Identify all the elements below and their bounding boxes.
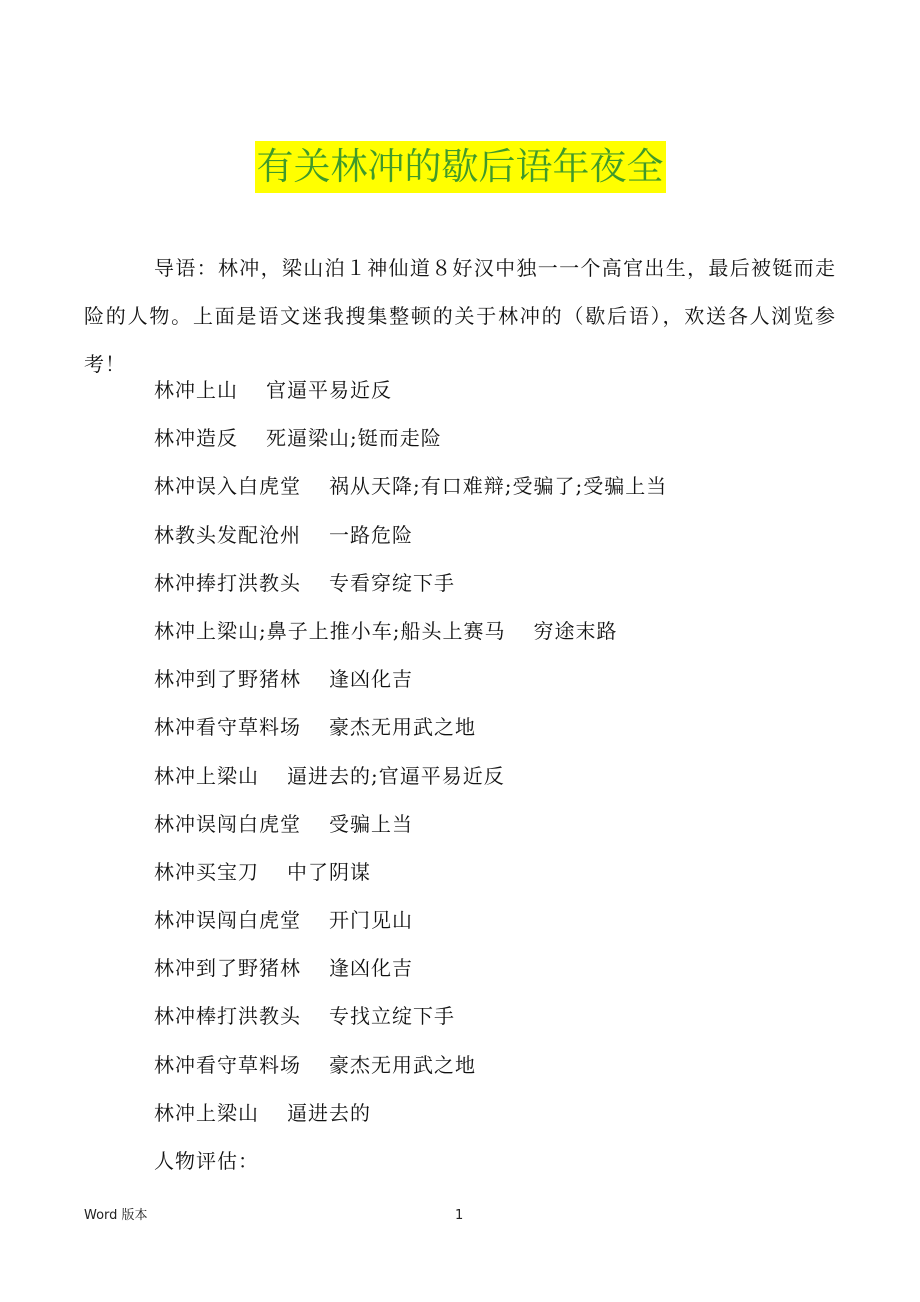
xiehouyu-back: 逢凶化吉 bbox=[329, 956, 413, 981]
xiehouyu-front: 林冲误闯白虎堂 bbox=[154, 811, 301, 836]
xiehouyu-item bbox=[154, 944, 667, 992]
xiehouyu-back: 专找立绽下手 bbox=[329, 1004, 455, 1029]
section-heading: 人物评估： bbox=[154, 1149, 259, 1173]
xiehouyu-back: 中了阴谋 bbox=[287, 859, 371, 884]
xiehouyu-front: 林冲到了野猪林 bbox=[154, 956, 301, 981]
xiehouyu-back: 逢凶化吉 bbox=[329, 667, 413, 692]
document-title: 有关林冲的歇后语年夜全 bbox=[255, 141, 666, 193]
xiehouyu-item bbox=[154, 607, 667, 655]
xiehouyu-back: 祸从天降;有口难辩;受骗了;受骗上当 bbox=[329, 474, 668, 499]
xiehouyu-front: 林冲棒打洪教头 bbox=[154, 1004, 301, 1029]
footer-version-label: Word 版本 bbox=[84, 1208, 148, 1223]
xiehouyu-item bbox=[154, 992, 667, 1040]
xiehouyu-back: 专看穿绽下手 bbox=[329, 570, 455, 595]
xiehouyu-item bbox=[154, 366, 667, 414]
xiehouyu-item bbox=[154, 703, 667, 751]
xiehouyu-front: 林冲误闯白虎堂 bbox=[154, 908, 301, 933]
xiehouyu-item bbox=[154, 1041, 667, 1089]
xiehouyu-item bbox=[154, 848, 667, 896]
xiehouyu-front: 林冲买宝刀 bbox=[154, 859, 259, 884]
xiehouyu-back: 受骗上当 bbox=[329, 811, 413, 836]
xiehouyu-front: 林冲到了野猪林 bbox=[154, 667, 301, 692]
xiehouyu-front: 林冲上山 bbox=[154, 378, 238, 402]
xiehouyu-item bbox=[154, 655, 667, 703]
xiehouyu-item bbox=[154, 559, 667, 607]
xiehouyu-front: 林冲上梁山;鼻子上推小车;船头上赛马 bbox=[154, 618, 506, 643]
xiehouyu-item bbox=[154, 414, 667, 462]
xiehouyu-item bbox=[154, 752, 667, 800]
xiehouyu-item bbox=[154, 1089, 667, 1137]
xiehouyu-front: 林教头发配沧州 bbox=[154, 522, 301, 547]
xiehouyu-back: 穷途末路 bbox=[533, 618, 618, 643]
xiehouyu-front: 林冲误入白虎堂 bbox=[154, 474, 301, 499]
xiehouyu-back: 官逼平易近反 bbox=[266, 378, 392, 402]
xiehouyu-front: 林冲看守草料场 bbox=[154, 1052, 301, 1077]
xiehouyu-front: 林冲造反 bbox=[154, 426, 238, 451]
xiehouyu-back: 一路危险 bbox=[329, 522, 413, 547]
xiehouyu-back: 豪杰无用武之地 bbox=[329, 1052, 476, 1077]
xiehouyu-back: 死逼梁山;铤而走险 bbox=[266, 426, 442, 451]
xiehouyu-item bbox=[154, 511, 667, 559]
xiehouyu-front: 林冲捧打洪教头 bbox=[154, 570, 301, 595]
xiehouyu-back: 开门见山 bbox=[329, 908, 413, 933]
xiehouyu-front: 林冲上梁山 bbox=[154, 1100, 259, 1125]
xiehouyu-back: 逼进去的;官逼平易近反 bbox=[287, 763, 505, 788]
xiehouyu-back: 逼进去的 bbox=[287, 1100, 371, 1125]
xiehouyu-front: 林冲看守草料场 bbox=[154, 715, 301, 740]
xiehouyu-item bbox=[154, 462, 667, 510]
xiehouyu-item bbox=[154, 896, 667, 944]
xiehouyu-front: 林冲上梁山 bbox=[154, 763, 259, 788]
xiehouyu-item bbox=[154, 800, 667, 848]
footer-page-number: 1 bbox=[455, 1208, 464, 1223]
xiehouyu-back: 豪杰无用武之地 bbox=[329, 715, 476, 740]
xiehouyu-list bbox=[154, 366, 667, 1185]
title-container bbox=[0, 141, 920, 193]
intro-paragraph: 导语：林冲，梁山泊１神仙道８好汉中独一一个高官出生，最后被铤而走险的人物。上面是语文迷我搜集整顿的关于林冲的（歇后语），欢送各人浏览参考！ bbox=[84, 256, 836, 376]
